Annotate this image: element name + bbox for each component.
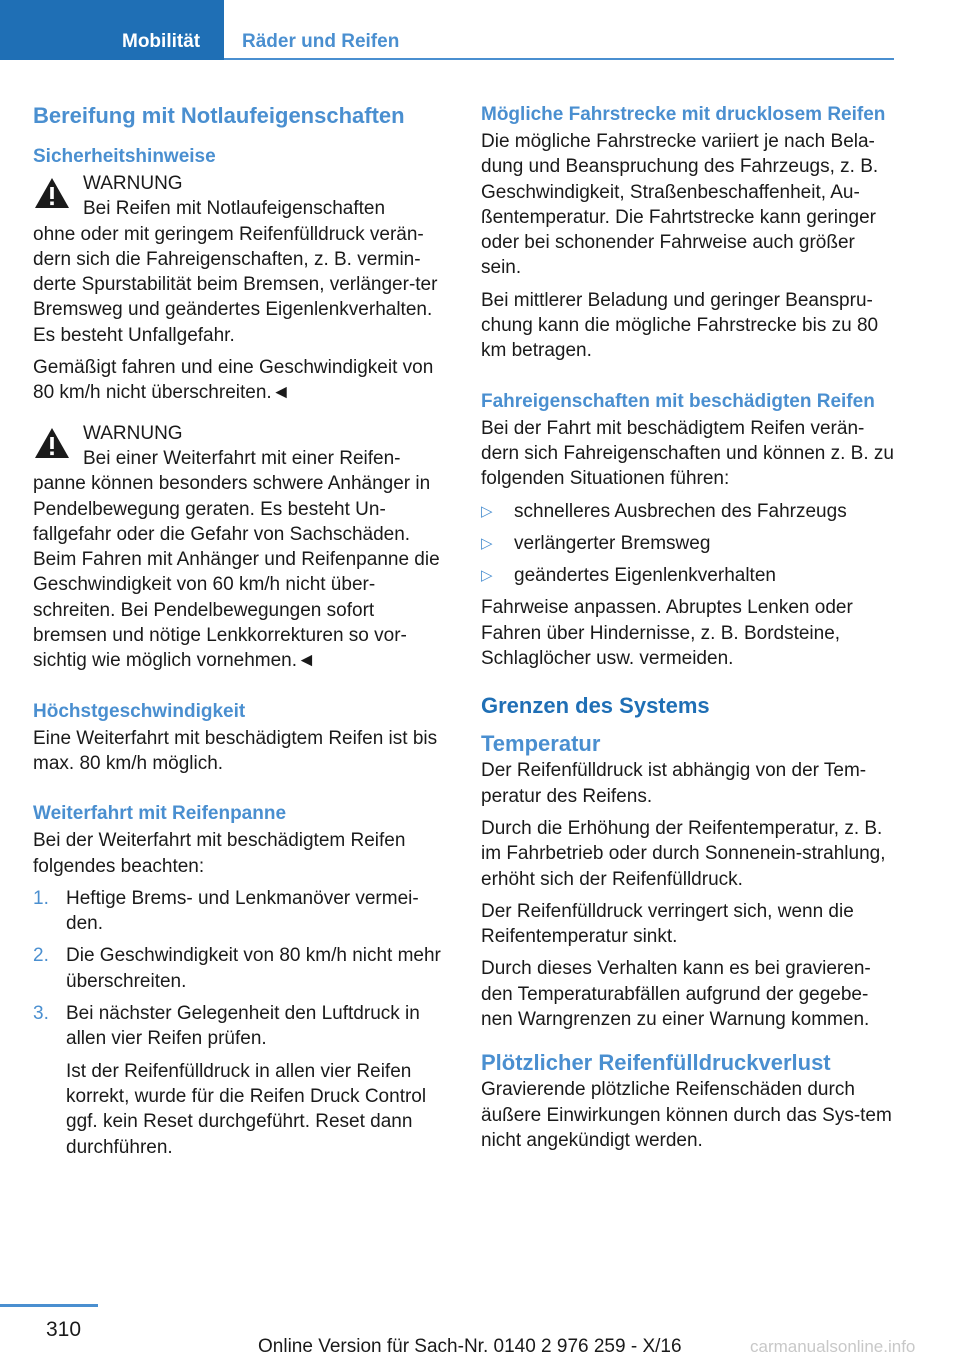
list-item-text: verlängerter Bremsweg [514, 532, 711, 554]
watermark: carmanualsonline.info [750, 1337, 916, 1356]
distance-paragraph-1: Die mögliche Fahrstrecke variiert je nach Bela-dung und Beanspruchung des Fahrzeugs, z. B. Geschwindigkeit, Straßenbeschaffenheit, Au-ßentemperatur. Die Fahrtstrecke kann geringer oder bei schonender Fahrweise auch größer sein. [481, 131, 879, 279]
list-item [33, 943, 449, 994]
pressure-loss-heading: Plötzlicher Reifenfülldruckverlust [481, 1050, 831, 1076]
warning-title: WARNUNG [83, 422, 183, 444]
list-item [33, 886, 449, 937]
list-item [481, 499, 897, 524]
limits-heading: Grenzen des Systems [481, 693, 710, 719]
section-title: Bereifung mit Notlaufeigenschaften [33, 103, 405, 128]
list-number: 1. [33, 887, 49, 909]
list-item-text: schnelleres Ausbrechen des Fahrzeugs [514, 500, 847, 522]
left-column [33, 102, 449, 1167]
handling-after-text: Fahrweise anpassen. Abruptes Lenken oder Fahren über Hindernisse, z. B. Bordsteine, Schlaglöcher usw. vermeiden. [481, 597, 853, 670]
temperature-heading: Temperatur [481, 731, 601, 757]
tab-mobilitaet[interactable]: Mobilität [0, 0, 224, 60]
list-item [33, 1001, 449, 1160]
warning-block-2 [33, 421, 449, 674]
warning-text: panne können besonders schwere Anhänger in Pendelbewegung geraten. Es besteht Un-fallgefahr oder die Gefahr von Sachschäden. Beim Fahren mit Anhänger und Reifenpanne die Geschwindigkeit von 60 km/h nicht über-schreiten. Bei Pendelbewegungen sofort bremsen und nötige Lenkkorrekturen so vor-sichtig wie möglich vornehmen.◄ [33, 473, 440, 672]
list-item [481, 563, 897, 588]
list-item-text: Heftige Brems- und Lenkmanöver vermei-den. [66, 887, 419, 935]
bullet-triangle-icon: ▷ [481, 534, 493, 552]
temperature-paragraph-3: Der Reifenfülldruck verringert sich, wenn die Reifentemperatur sinkt. [481, 900, 854, 948]
footer-note: Online Version für Sach-Nr. 0140 2 976 259 - X/16 [258, 1336, 682, 1357]
list-item-text: Die Geschwindigkeit von 80 km/h nicht mehr überschreiten. [66, 945, 441, 992]
temperature-paragraph-2: Durch die Erhöhung der Reifentemperatur, z. B. im Fahrbetrieb oder durch Sonnenein-strahlung, erhöht sich der Reifenfülldruck. [481, 817, 886, 890]
warning-title: WARNUNG [83, 173, 183, 194]
warning-text-first-line: Bei Reifen mit Notlaufeigenschaften [83, 198, 386, 220]
bullet-triangle-icon: ▷ [481, 502, 493, 520]
list-item-subtext: Ist der Reifenfülldruck in allen vier Reifen korrekt, wurde für die Reifen Druck Control ggf. kein Reset durchgeführt. Reset dann durchführen. [66, 1060, 427, 1158]
temperature-paragraph-4: Durch dieses Verhalten kann es bei gravieren-den Temperaturabfällen aufgrund der gegebe-nen Warngrenzen zu einer Warnung kommen. [481, 958, 871, 1031]
handling-heading: Fahreigenschaften mit beschädigten Reifen [481, 390, 875, 412]
max-speed-text: Eine Weiterfahrt mit beschädigtem Reifen ist bis max. 80 km/h möglich. [33, 727, 438, 774]
list-number: 3. [33, 1003, 49, 1025]
footer-divider [0, 1304, 98, 1307]
warning-block-1 [33, 171, 449, 348]
safety-heading: Sicherheitshinweise [33, 146, 216, 167]
distance-heading: Mögliche Fahrstrecke mit drucklosem Reifen [481, 104, 886, 125]
warning-triangle-icon [33, 176, 71, 210]
distance-paragraph-2: Bei mittlerer Beladung und geringer Beanspru-chung kann die mögliche Fahrstrecke bis zu 80 km betragen. [481, 289, 879, 362]
warning-extra-text: Gemäßigt fahren und eine Geschwindigkeit von 80 km/h nicht überschreiten.◄ [33, 357, 434, 404]
handling-text: Bei der Fahrt mit beschädigtem Reifen verän-dern sich Fahreigenschaften und können z. B. zu folgenden Situationen führen: [481, 417, 894, 490]
warning-text-first-line: Bei einer Weiterfahrt mit einer Reifen- [83, 447, 401, 469]
list-item [481, 531, 897, 556]
list-number: 2. [33, 945, 49, 967]
temperature-paragraph-1: Der Reifenfülldruck ist abhängig von der Tem-peratur des Reifens. [481, 760, 867, 807]
right-column [481, 102, 897, 1160]
header-divider [224, 58, 894, 60]
list-item-text: geändertes Eigenlenkverhalten [514, 565, 776, 587]
tab-raeder-und-reifen[interactable]: Räder und Reifen [242, 31, 400, 52]
continue-heading: Weiterfahrt mit Reifenpanne [33, 803, 287, 825]
continue-text: Bei der Weiterfahrt mit beschädigtem Reifen folgendes beachten: [33, 830, 406, 877]
steps-list [33, 886, 449, 1160]
list-item-text: Bei nächster Gelegenheit den Luftdruck in allen vier Reifen prüfen. [66, 1003, 420, 1050]
handling-list [481, 499, 897, 589]
max-speed-heading: Höchstgeschwindigkeit [33, 700, 246, 722]
warning-text: ohne oder mit geringem Reifenfülldruck verän-dern sich die Fahreigenschaften, z. B. vermin-derte Spurstabilität beim Bremsen, verlänger-ter Bremsweg und geändertes Eigenlenkverhalten. Es besteht Unfallgefahr. [33, 223, 438, 346]
bullet-triangle-icon: ▷ [481, 567, 493, 585]
warning-triangle-icon [33, 426, 71, 460]
pressure-loss-text: Gravierende plötzliche Reifenschäden durch äußere Einwirkungen können durch das Sys-tem nicht angekündigt werden. [481, 1079, 892, 1151]
page-number: 310 [46, 1318, 82, 1341]
header-bar [0, 0, 894, 62]
